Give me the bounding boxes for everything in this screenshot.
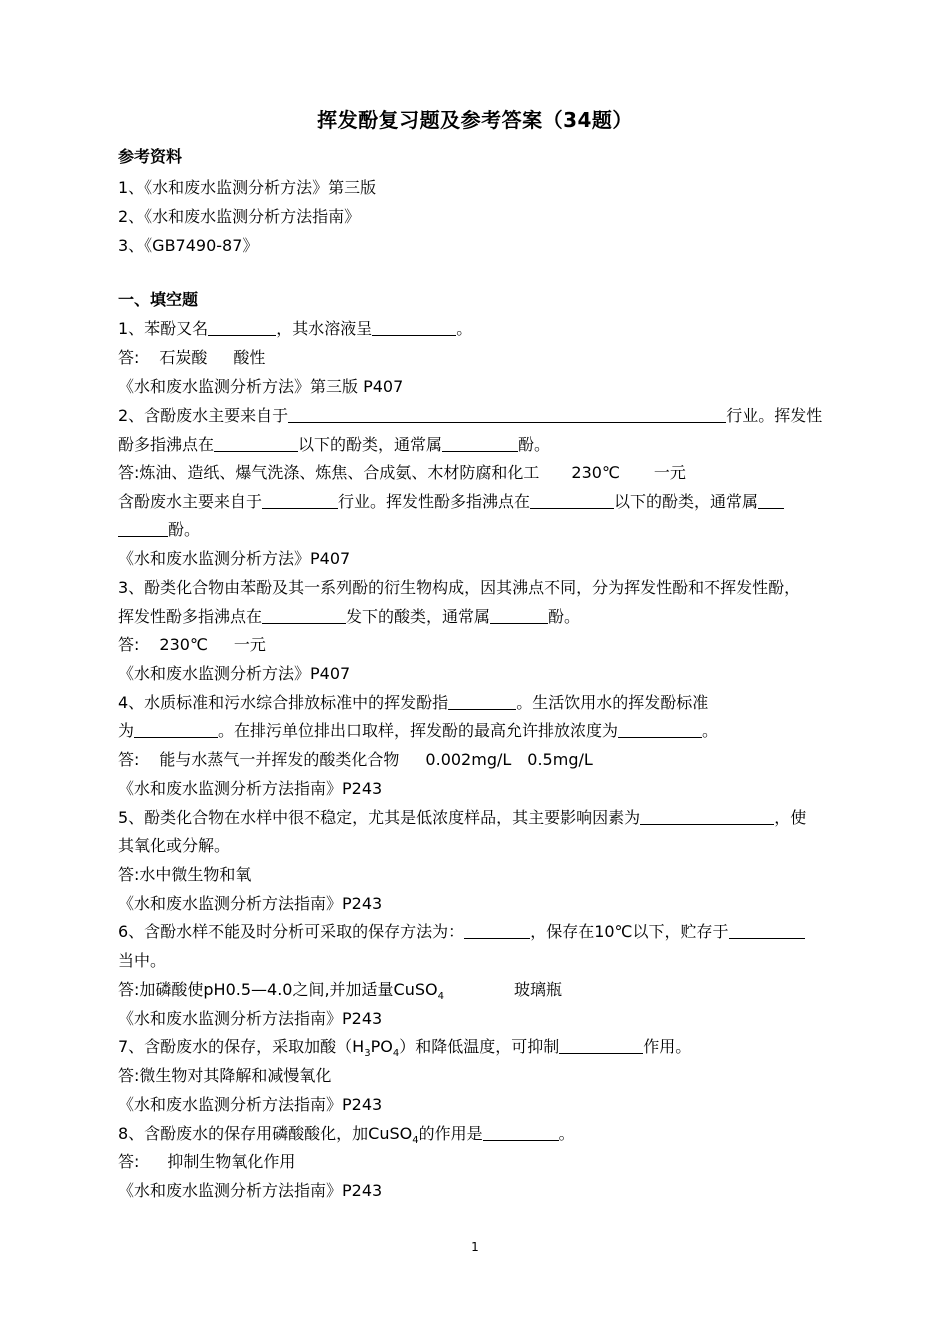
source-1: 《水和废水监测分析方法》第三版 P407: [118, 377, 404, 396]
answer-1: 答: 石炭酸 酸性: [118, 348, 266, 367]
reference-item: 2、《水和废水监测分析方法指南》: [118, 207, 361, 226]
source-5: 《水和废水监测分析方法指南》P243: [118, 894, 383, 913]
answer-8: 答: 抑制生物氧化作用: [118, 1152, 296, 1171]
question-3-cont: 挥发性酚多指沸点在 发下的酸类，通常属 酚。: [118, 607, 581, 626]
answer-4: 答: 能与水蒸气一并挥发的酸类化合物 0.002mg/L 0.5mg/L: [118, 750, 593, 769]
source-7: 《水和废水监测分析方法指南》P243: [118, 1095, 383, 1114]
answer-blank: [640, 808, 774, 825]
reference-item: 1、《水和废水监测分析方法》第三版: [118, 178, 377, 197]
source-8: 《水和废水监测分析方法指南》P243: [118, 1181, 383, 1200]
source-2: 《水和废水监测分析方法》P407: [118, 549, 351, 568]
answer-blank: [208, 319, 276, 336]
answer-blank: [490, 607, 548, 624]
question-5: 5、酚类化合物在水样中很不稳定，尤其是低浓度样品，其主要影响因素为 ，使: [118, 808, 807, 827]
source-3: 《水和废水监测分析方法》P407: [118, 664, 351, 683]
question-5-cont: 其氧化或分解。: [118, 836, 231, 855]
question-4-cont: 为 。在排污单位排出口取样，挥发酚的最高允许排放浓度为 。: [118, 721, 719, 740]
answer-blank: [262, 492, 338, 509]
answer-blank: [134, 721, 218, 738]
answer-5: 答:水中微生物和氧: [118, 865, 252, 884]
answer-blank: [442, 435, 518, 452]
question-2: 2、含酚废水主要来自于 行业。挥发性: [118, 406, 823, 425]
question-7: 7、含酚废水的保存，采取加酸$(H_3PO_4)$和降低温度，可抑制 作用。: [118, 1037, 692, 1059]
answer-blank: [618, 721, 702, 738]
references-heading: 参考资料: [118, 147, 183, 166]
question-6: 6、含酚水样不能及时分析可采取的保存方法为： ，保存在10℃以下，贮存于: [118, 922, 805, 942]
answer-blank: [288, 406, 726, 423]
question-2-cont: 酚多指沸点在 以下的酚类，通常属 酚。: [118, 435, 551, 454]
page-number: 1: [471, 1240, 479, 1254]
answer-blank: [758, 492, 784, 509]
page-title: 挥发酚复习题及参考答案（34题）: [317, 108, 633, 132]
answer-7: 答:微生物对其降解和减慢氧化: [118, 1066, 332, 1085]
section-heading: 一、填空题: [118, 290, 199, 309]
question-3: 3、酚类化合物由苯酚及其一系列酚的衍生物构成，因其沸点不同，分为挥发性酚和不挥发性酚，: [118, 578, 801, 597]
answer-blank: [262, 607, 346, 624]
answer-blank: [214, 435, 298, 452]
answer-blank: [448, 693, 516, 710]
source-6: 《水和废水监测分析方法指南》P243: [118, 1009, 383, 1028]
answer-3: 答: 230℃ 一元: [118, 635, 266, 654]
answer-2-repeat: 含酚废水主要来自于 行业。挥发性酚多指沸点在 以下的酚类，通常属: [118, 492, 784, 512]
answer-2: 答:炼油、造纸、爆气洗涤、炼焦、合成氨、木材防腐和化工 230℃ 一元: [118, 463, 686, 482]
question-1: 1、苯酚又名 ，其水溶液呈 。: [118, 319, 473, 338]
answer-blank: [483, 1124, 559, 1141]
answer-blank: [372, 319, 456, 336]
source-4: 《水和废水监测分析方法指南》P243: [118, 779, 383, 798]
reference-item: 3、《GB7490-87》: [118, 236, 259, 255]
answer-blank: [464, 922, 530, 939]
answer-2-repeat-cont: 酚。: [118, 520, 200, 540]
answer-6: 答:加磷酸使pH0.5—4.0之间,并加适量CuSO$_4$ 玻璃瓶: [118, 980, 563, 1002]
answer-blank: [118, 520, 168, 537]
answer-blank: [530, 492, 614, 509]
answer-blank: [729, 922, 805, 939]
question-6-cont: 当中。: [118, 951, 167, 970]
question-8: 8、含酚废水的保存用磷酸酸化，加CuSO$_4$的作用是 。: [118, 1124, 575, 1146]
question-4: 4、水质标准和污水综合排放标准中的挥发酚指 。生活饮用水的挥发酚标准: [118, 693, 709, 712]
answer-blank: [559, 1037, 643, 1054]
